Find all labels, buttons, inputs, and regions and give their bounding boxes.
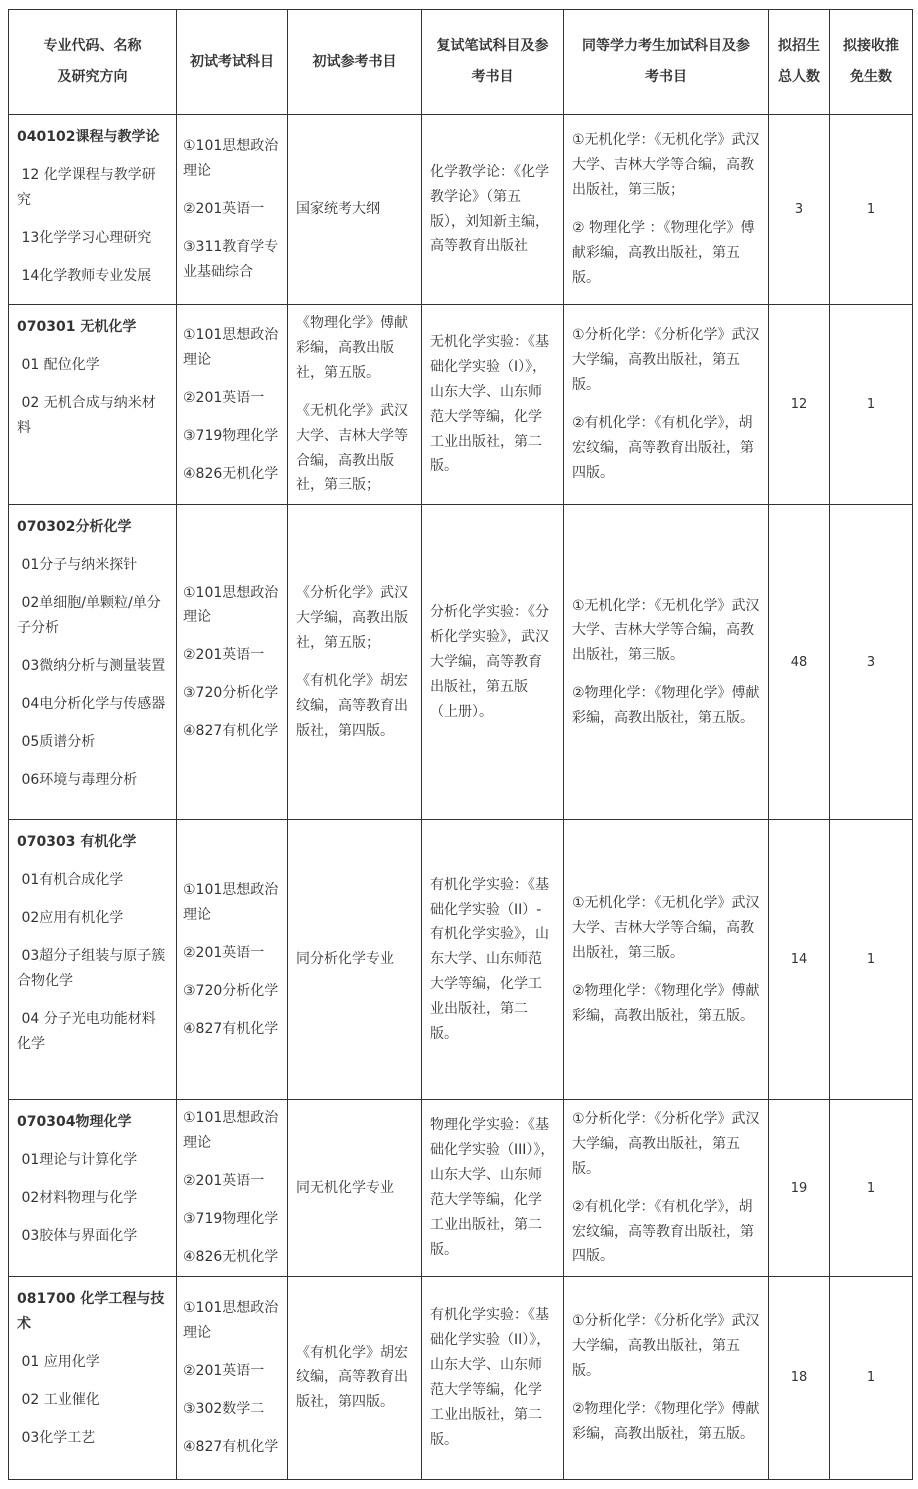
major-code-name: 081700 化学工程与技术 [17,1290,165,1332]
research-direction: 06环境与毒理分析 [17,771,138,788]
reference-books-cell [288,1276,422,1479]
reference-books-cell [288,820,422,1100]
reference-books-cell [288,505,422,820]
retest-books-cell [422,505,564,820]
exam-subject: ③719物理化学 [183,1211,279,1228]
exam-subject: ②201英语一 [183,647,265,664]
exam-subject: ②201英语一 [183,201,265,218]
additional-book: ②物理化学：《物理化学》傅献彩编，高教出版社，第五版。 [572,1400,760,1442]
table-row [9,305,913,505]
reference-book: 《物理化学》傅献彩编，高教出版社，第五版。 [296,315,408,381]
header-line: 及研究方向 [57,69,128,85]
research-direction: 01分子与纳米探针 [17,557,138,574]
header-line: 总人数 [778,69,820,85]
research-direction: 02应用有机化学 [17,910,124,927]
research-direction: 02 工业催化 [17,1391,100,1408]
retest-books-cell [422,1100,564,1277]
exam-subjects-cell [177,820,288,1100]
reference-books-cell [288,305,422,505]
research-directions [17,1148,168,1249]
exam-subject: ④827有机化学 [183,723,279,740]
admissions-table [8,9,913,1480]
header-recommended-column [830,10,913,115]
header-row [9,10,913,115]
recommended-count: 1 [830,1276,913,1479]
major-code-name: 070304物理化学 [17,1114,132,1131]
header-line: 免生数 [850,69,892,85]
major-cell [9,820,177,1100]
reference-book: 同分析化学专业 [296,951,394,968]
major-code-name: 070301 无机化学 [17,319,137,335]
exam-subjects-cell [177,305,288,505]
planned-total: 18 [769,1276,830,1479]
major-code-name: 070303 有机化学 [17,834,137,851]
header-additional-books-column [564,10,769,115]
exam-subject: ①101思想政治理论 [183,326,279,368]
major-cell [9,505,177,820]
header-major-column [9,10,177,115]
additional-book: ②物理化学：《物理化学》傅献彩编，高教出版社，第五版。 [572,685,760,727]
additional-book: ②物理化学：《物理化学》傅献彩编，高教出版社，第五版。 [572,982,760,1024]
retest-book: 物理化学实验：《基础化学实验（III）》，山东大学、山东师范大学等编，化学工业出版社，第二版。 [430,1117,555,1258]
research-direction: 13化学学习心理研究 [17,229,152,246]
exam-subject: ②201英语一 [183,944,265,961]
table-row [9,1100,913,1277]
retest-book: 有机化学实验：《基础化学实验（II）- 有机化学实验》，山东大学、山东师范大学等编，化学工业出版社，第二版。 [430,876,549,1043]
recommended-count: 1 [830,305,913,505]
exam-subject: ④826无机化学 [183,465,279,482]
retest-book: 无机化学实验：《基础化学实验（I）》，山东大学、山东师范大学等编，化学工业出版社，第二版。 [430,333,549,475]
reference-book: 《有机化学》胡宏纹编，高等教育出版社，第四版。 [296,1344,408,1411]
exam-subjects-cell [177,505,288,820]
additional-books-cell [564,305,769,505]
header-line: 初试考试科目 [190,53,274,70]
exam-subject: ②201英语一 [183,389,265,406]
retest-book: 化学教学论：《化学教学论》（第五版），刘知新主编，高等教育出版社 [430,163,549,255]
reference-book: 《无机化学》武汉大学、吉林大学等合编，高教出版社，第三版； [296,402,408,494]
exam-subject: ③302数学二 [183,1400,265,1417]
recommended-count: 1 [830,1100,913,1277]
research-direction: 03胶体与界面化学 [17,1228,138,1245]
table-row [9,820,913,1100]
additional-books-cell [564,115,769,305]
research-direction: 03超分子组装与原子簇合物化学 [17,948,166,989]
reference-book: 国家统考大纲 [296,201,380,218]
reference-book: 《有机化学》胡宏纹编，高等教育出版社，第四版。 [296,672,408,739]
reference-books-cell [288,1100,422,1277]
recommended-count: 1 [830,820,913,1100]
exam-subject: ①101思想政治理论 [183,138,279,180]
header-line: 专业代码、名称 [43,38,142,54]
exam-subject: ③719物理化学 [183,427,279,444]
major-cell [9,1100,177,1277]
planned-total: 12 [769,305,830,505]
header-line: 拟招生 [778,38,820,54]
research-direction: 02材料物理与化学 [17,1190,138,1207]
research-direction: 03化学工艺 [17,1429,96,1446]
additional-book: ②有机化学：《有机化学》，胡宏纹编，高等教育出版社，第四版。 [572,1198,754,1265]
header-planned-total-column [769,10,830,115]
research-direction: 01理论与计算化学 [17,1152,138,1169]
retest-books-cell [422,305,564,505]
exam-subject: ③720分析化学 [183,685,279,702]
additional-book: ①无机化学：《无机化学》武汉大学、吉林大学等合编，高教出版社，第三版。 [572,895,760,961]
planned-total: 14 [769,820,830,1100]
exam-subject: ②201英语一 [183,1173,265,1190]
header-exam-subjects-column [177,10,288,115]
additional-book: ①分析化学：《分析化学》武汉大学编，高教出版社，第五版。 [572,1110,760,1177]
additional-book: ①分析化学：《分析化学》武汉大学编，高教出版社，第五版。 [572,1313,760,1379]
additional-book: ①无机化学：《无机化学》武汉大学、吉林大学等合编，高教出版社，第三版。 [572,597,760,664]
major-code-name: 040102课程与教学论 [17,129,160,145]
research-directions [17,868,168,1056]
additional-book: ①分析化学：《分析化学》武汉大学编，高教出版社，第五版。 [572,327,760,394]
exam-subject: ③311教育学专业基础综合 [183,238,279,280]
retest-book: 有机化学实验：《基础化学实验（II）》，山东大学、山东师范大学等编，化学工业出版社，第二版。 [430,1307,551,1448]
additional-book: ② 物理化学 ：《物理化学》傅献彩编，高教出版社，第五版。 [572,220,755,286]
research-direction: 05质谱分析 [17,733,96,750]
research-direction: 14化学教师专业发展 [17,267,152,284]
header-retest-books-column [422,10,564,115]
research-direction: 02单细胞/单颗粒/单分子分析 [17,595,161,637]
research-direction: 12 化学课程与教学研究 [17,166,156,208]
header-reference-books-column [288,10,422,115]
retest-books-cell [422,820,564,1100]
additional-books-cell [564,820,769,1100]
exam-subject: ①101思想政治理论 [183,1110,279,1152]
research-directions [17,163,168,289]
major-cell [9,115,177,305]
research-directions [17,553,168,792]
research-directions [17,353,168,441]
table-row [9,505,913,820]
retest-books-cell [422,115,564,305]
research-direction: 01有机合成化学 [17,872,124,889]
additional-book: ①无机化学：《无机化学》武汉大学、吉林大学等合编，高教出版社，第三版； [572,132,760,199]
planned-total: 3 [769,115,830,305]
table-row [9,1276,913,1479]
header-line: 同等学力考生加试科目及参 [582,38,750,54]
research-direction: 04 分子光电功能材料化学 [17,1010,156,1052]
additional-book: ②有机化学：《有机化学》，胡宏纹编，高等教育出版社，第四版。 [572,415,754,481]
exam-subject: ①101思想政治理论 [183,1300,279,1342]
exam-subject: ④827有机化学 [183,1438,279,1455]
reference-books-cell [288,115,422,305]
header-line: 初试参考书目 [312,53,397,70]
reference-book: 《分析化学》武汉大学编，高教出版社，第五版； [296,585,408,651]
additional-books-cell [564,505,769,820]
exam-subjects-cell [177,1100,288,1277]
exam-subject: ③720分析化学 [183,982,279,999]
exam-subjects-cell [177,115,288,305]
table-row [9,115,913,305]
additional-books-cell [564,1276,769,1479]
research-direction: 01 配位化学 [17,356,100,373]
additional-books-cell [564,1100,769,1277]
header-line: 复试笔试科目及参 [436,38,549,54]
header-line: 考书目 [471,69,514,85]
exam-subject: ①101思想政治理论 [183,882,279,923]
exam-subject: ①101思想政治理论 [183,584,279,626]
exam-subject: ②201英语一 [183,1362,265,1379]
planned-total: 19 [769,1100,830,1277]
major-cell [9,305,177,505]
major-code-name: 070302分析化学 [17,519,132,536]
retest-book: 分析化学实验：《分析化学实验》，武汉大学编，高等教育出版社，第五版（上册）。 [430,604,549,720]
exam-subjects-cell [177,1276,288,1479]
research-direction: 03微纳分析与测量装置 [17,657,166,674]
retest-books-cell [422,1276,564,1479]
recommended-count: 3 [830,505,913,820]
research-direction: 04电分析化学与传感器 [17,695,166,712]
header-line: 考书目 [645,69,687,85]
planned-total: 48 [769,505,830,820]
exam-subject: ④826无机化学 [183,1248,279,1265]
research-direction: 01 应用化学 [17,1353,100,1370]
recommended-count: 1 [830,115,913,305]
research-directions [17,1350,168,1451]
research-direction: 02 无机合成与纳米材料 [17,394,156,436]
major-cell [9,1276,177,1479]
reference-book: 同无机化学专业 [296,1179,394,1196]
header-line: 拟接收推 [843,38,899,54]
exam-subject: ④827有机化学 [183,1020,279,1037]
